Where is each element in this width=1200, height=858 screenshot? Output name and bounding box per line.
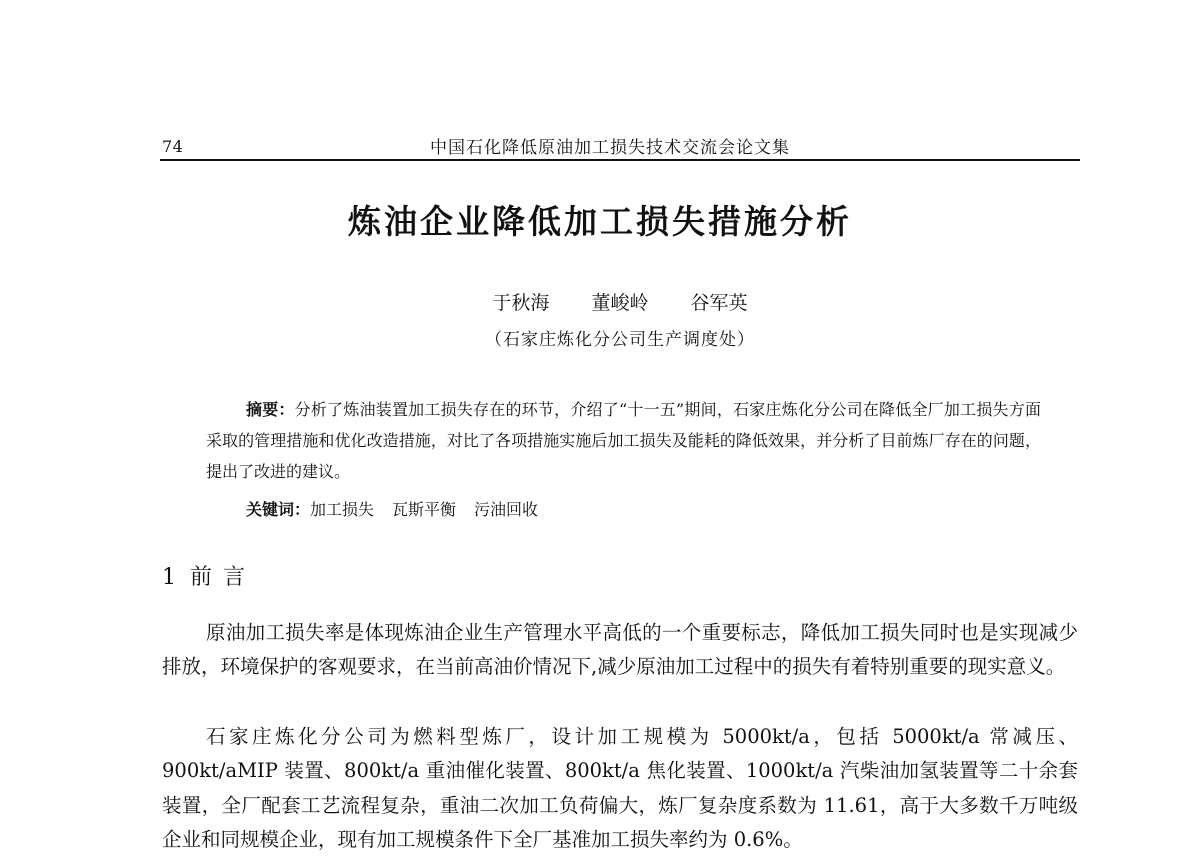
author-name: 谷军英 [690,292,748,314]
keywords-label: 关键词： [246,500,311,519]
section-title: 前 言 [190,565,247,590]
keyword: 瓦斯平衡 [392,500,457,519]
paper-title: 炼油企业降低加工损失措施分析 [348,202,852,241]
author-name: 于秋海 [492,292,550,314]
abstract [206,394,1041,487]
body-paragraph: 石家庄炼化分公司为燃料型炼厂，设计加工规模为 5000kt/a，包括 5000kt/a 常减压、900kt/aMIP 装置、800kt/a 重油催化装置、800kt/a 焦化装置、1000kt/a 汽柴油加氢装置等二十余套装置，全厂配套工艺流程复杂，重油二次加工负荷偏大，炼厂复杂度系数为 11.61，高于大多数千万吨级企业和同规模企业，现有加工规模条件下全厂基准加工损失率约为 0.6%。 [162,724,1078,851]
page-number: 74 [162,137,184,156]
header-rule [160,159,1080,161]
author-name: 董峻岭 [591,292,649,314]
running-title: 中国石化降低原油加工损失技术交流会论文集 [430,138,790,158]
abstract-label: 摘要： [246,400,295,419]
section-heading [162,560,247,591]
affiliation: （石家庄炼化分公司生产调度处） [485,330,755,350]
abstract-text: 分析了炼油装置加工损失存在的环节，介绍了“十一五”期间，石家庄炼化分公司在降低全厂加工损失方面采取的管理措施和优化改造措施，对比了各项措施实施后加工损失及能耗的降低效果，并分析了目前炼厂存在的问题，提出了改进的建议。 [206,400,1041,481]
keyword: 加工损失 [310,500,375,519]
section-number: 1 [162,565,178,590]
keyword: 污油回收 [474,500,539,519]
keywords [246,497,556,520]
page-header [160,130,1080,160]
body-paragraph: 原油加工损失率是体现炼油企业生产管理水平高低的一个重要标志，降低加工损失同时也是实现减少排放，环境保护的客观要求，在当前高油价情况下,减少原油加工过程中的损失有着特别重要的现实意义。 [162,620,1078,678]
author-list [0,288,1200,315]
